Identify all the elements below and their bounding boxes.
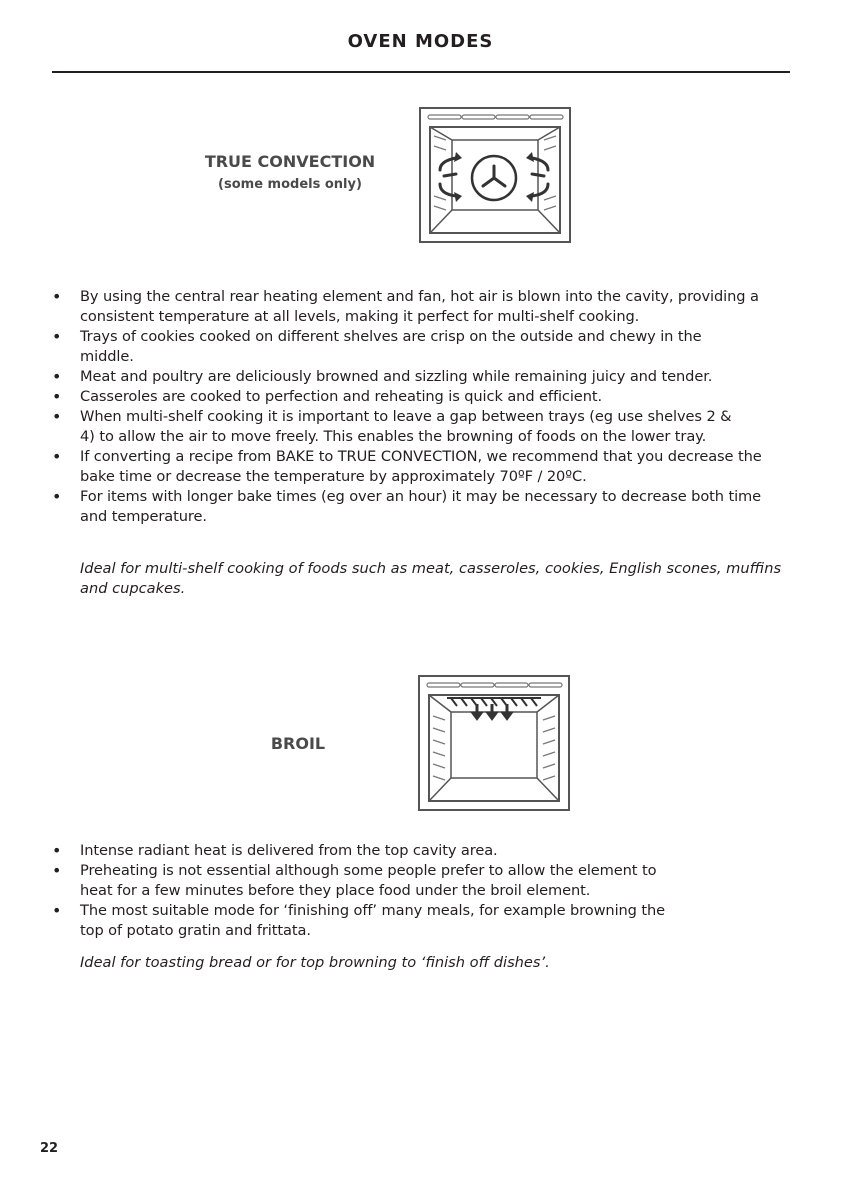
list-item: • If converting a recipe from BAKE to TRUE CONVECTION, we recommend that you decrease the bake time or decrease the temperature by approximately 70ºF / 20ºC. xyxy=(52,447,797,487)
broil-ideal-note: Ideal for toasting bread or for top browning to ‘finish off dishes’. xyxy=(80,954,550,971)
true-convection-heading: TRUE CONVECTION xyxy=(204,152,376,171)
broil-bullet-list xyxy=(52,841,797,941)
oven-fan-icon xyxy=(418,106,572,244)
title-divider xyxy=(52,71,790,73)
list-item: • Casseroles are cooked to perfection and reheating is quick and efficient. xyxy=(52,387,797,407)
list-item: • Preheating is not essential although some people prefer to allow the element to heat for a few minutes before they place food under the broil element. xyxy=(52,861,797,901)
list-item: • Trays of cookies cooked on different shelves are crisp on the outside and chewy in the middle. xyxy=(52,327,797,367)
broil-heading-block xyxy=(248,734,348,753)
list-item: • For items with longer bake times (eg over an hour) it may be necessary to decrease both time and temperature. xyxy=(52,487,797,527)
true-convection-bullet-list xyxy=(52,287,797,527)
oven-top-heat-icon xyxy=(417,674,571,812)
list-item: • Meat and poultry are deliciously browned and sizzling while remaining juicy and tender. xyxy=(52,367,797,387)
true-convection-heading-block xyxy=(190,152,390,192)
true-convection-ideal-note: Ideal for multi-shelf cooking of foods such as meat, casseroles, cookies, English scones, muffins and cupcakes. xyxy=(80,560,782,597)
broil-heading: BROIL xyxy=(270,734,326,753)
list-item: • When multi-shelf cooking it is important to leave a gap between trays (eg use shelves 2 & 4) to allow the air to move freely. This enables the browning of foods on the lower tray. xyxy=(52,407,797,447)
page-number: 22 xyxy=(40,1141,59,1156)
list-item: • By using the central rear heating element and fan, hot air is blown into the cavity, providing a consistent temperature at all levels, making it perfect for multi-shelf cooking. xyxy=(52,287,797,327)
page-title: OVEN MODES xyxy=(347,31,494,52)
true-convection-subheading: (some models only) xyxy=(218,177,362,192)
list-item: • The most suitable mode for ‘finishing off’ many meals, for example browning the top of potato gratin and frittata. xyxy=(52,901,797,941)
list-item: • Intense radiant heat is delivered from the top cavity area. xyxy=(52,841,797,861)
